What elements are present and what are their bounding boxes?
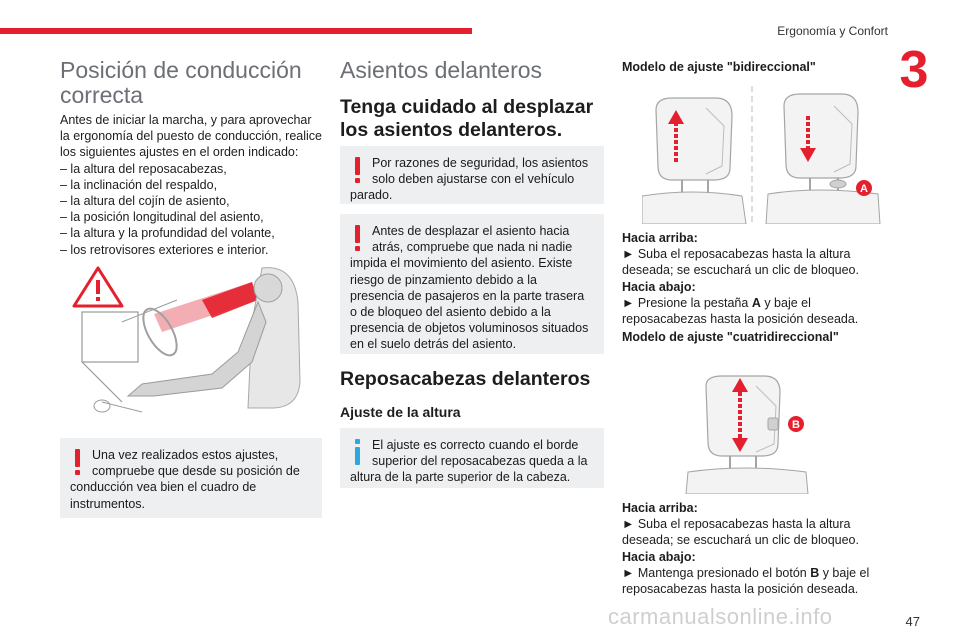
model2-heading: Modelo de ajuste "cuatridireccional" (622, 330, 839, 344)
quadridirectional-headrest-illustration (684, 372, 814, 494)
callout-b-label: B (792, 419, 800, 431)
list-item: – los retrovisores exteriores e interior. (60, 242, 269, 257)
model2-down-pre: ► Mantenga presionado el botón (622, 565, 811, 580)
model2-down-label: Hacia abajo: (622, 549, 696, 564)
note-text: Antes de desplazar el asiento hacia atrás, compruebe que nada ni nadie impida el movimiento del asiento. Existe riesgo de pinzamiento debido a la presencia de pasajeros en la parte trasera o de bloqueo del asiento debido a la presencia de objetos voluminosos situados en el suelo detrás del asiento. (350, 224, 589, 352)
model2-down-post: y baje el reposacabezas hasta la posición deseada. (622, 565, 870, 597)
model2-up-label: Hacia arriba: (622, 501, 698, 515)
callout-a-label: A (860, 183, 868, 195)
model1-down-post: y baje el reposacabezas hasta la posición deseada. (622, 295, 859, 327)
model1-down-label: Hacia abajo: (622, 279, 696, 294)
height-adjust-heading: Ajuste de la altura (340, 404, 461, 420)
model1-instructions (622, 230, 884, 327)
model1-down-key: A (751, 295, 761, 310)
model1-up-text: ► Suba el reposacabezas hasta la altura deseada; se escuchará un clic de bloqueo. (622, 247, 859, 278)
warning-heading: Tenga cuidado al desplazar los asientos delanteros. (340, 96, 594, 141)
bidirectional-headrest-illustration (642, 86, 882, 224)
list-item: – la posición longitudinal del asiento, (60, 210, 264, 225)
model1-down-pre: ► Presione la pestaña (622, 295, 752, 310)
info-note-headrest (340, 428, 604, 488)
intro-paragraph (60, 112, 322, 258)
section-title: Ergonomía y Confort (777, 24, 888, 38)
page-title-driving-position: Posición de conducción correcta (60, 57, 302, 108)
driver-position-illustration (62, 262, 320, 422)
note-text: Por razones de seguridad, los asientos solo deben ajustarse con el vehículo parado. (350, 156, 589, 203)
list-item: – la altura y la profundidad del volante, (60, 226, 275, 241)
note-text: El ajuste es correcto cuando el borde superior del reposacabezas queda a la altura de la parte superior de la cabeza. (350, 438, 588, 485)
headrest-heading: Reposacabezas delanteros (340, 368, 591, 390)
header-accent-bar (0, 28, 472, 34)
info-icon (350, 437, 372, 467)
warning-exclamation-icon (350, 223, 372, 253)
list-item: – la inclinación del respaldo, (60, 177, 218, 192)
warning-note-safety (340, 146, 604, 204)
list-item: – la altura del reposacabezas, (60, 161, 227, 176)
chapter-number: 3 (899, 41, 929, 99)
model2-instructions (622, 500, 884, 597)
page-number: 47 (905, 614, 920, 629)
model2-down-key: B (810, 565, 820, 580)
model1-up-label: Hacia arriba: (622, 231, 698, 245)
model1-heading: Modelo de ajuste "bidireccional" (622, 60, 816, 74)
warning-exclamation-icon (350, 155, 372, 185)
list-item: – la altura del cojín de asiento, (60, 194, 230, 209)
model1-down-line (622, 295, 884, 327)
section-title-front-seats: Asientos delanteros (340, 57, 543, 83)
model2-up-text: ► Suba el reposacabezas hasta la altura deseada; se escuchará un clic de bloqueo. (622, 517, 859, 548)
warning-exclamation-icon (70, 447, 92, 477)
note-text: Una vez realizados estos ajustes, compruebe que desde su posición de conducción vea bien el cuadro de instrumentos. (70, 448, 300, 511)
warning-note-pinch (340, 214, 604, 354)
intro-text: Antes de iniciar la marcha, y para aprovechar la ergonomía del puesto de conducción, realice los siguientes ajustes en el orden indicado: (60, 113, 322, 160)
model2-down-line (622, 565, 884, 597)
watermark: carmanualsonline.info (608, 604, 833, 629)
note-instrument-check (60, 438, 322, 518)
